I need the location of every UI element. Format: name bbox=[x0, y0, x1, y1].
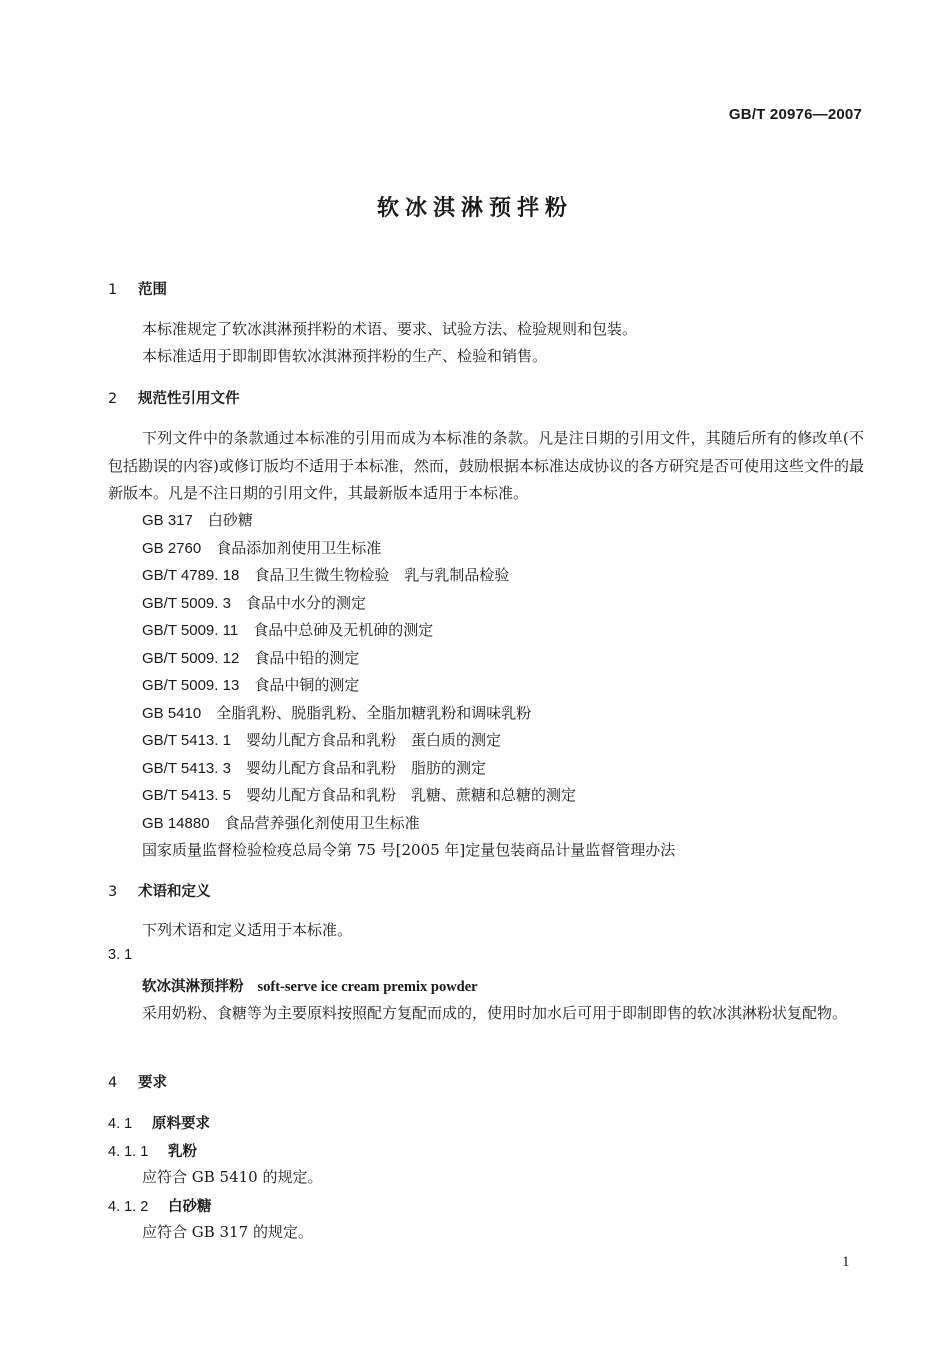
section-title: 范围 bbox=[138, 282, 167, 298]
reference-name: 食品中总砷及无机砷的测定 bbox=[253, 621, 434, 639]
reference-name: 婴幼儿配方食品和乳粉 乳糖、蔗糖和总糖的测定 bbox=[245, 786, 576, 804]
paragraph: 应符合 GB 5410 的规定。 bbox=[142, 1168, 323, 1186]
reference-name: 白砂糖 bbox=[207, 511, 253, 529]
paragraph: 本标准适用于即制即售软冰淇淋预拌粉的生产、检验和销售。 bbox=[142, 347, 548, 365]
subsection-number bbox=[108, 947, 132, 963]
reference-code: GB 14880 bbox=[142, 815, 210, 832]
section-number: 1 bbox=[108, 282, 118, 298]
reference-code: GB/T 5413. 1 bbox=[142, 732, 231, 749]
subsection-4-1-1 bbox=[108, 1140, 197, 1161]
reference-decree: 国家质量监督检验检疫总局令第 75 号[2005 年]定量包装商品计量监督管理办法 bbox=[142, 841, 676, 859]
reference-code: GB/T 5009. 13 bbox=[142, 677, 240, 694]
section-title: 术语和定义 bbox=[138, 884, 211, 900]
reference-name: 婴幼儿配方食品和乳粉 蛋白质的测定 bbox=[245, 731, 501, 749]
reference-name: 食品卫生微生物检验 乳与乳制品检验 bbox=[254, 566, 510, 584]
reference-code: GB 2760 bbox=[142, 540, 202, 557]
reference-code: GB/T 5009. 11 bbox=[142, 622, 239, 639]
reference-code: GB/T 5413. 3 bbox=[142, 760, 231, 777]
section-number: 2 bbox=[108, 391, 118, 407]
reference-item bbox=[142, 592, 366, 613]
subsection-title: 乳粉 bbox=[168, 1144, 197, 1160]
section-number: 4 bbox=[108, 1075, 118, 1091]
section-2-intro: 下列文件中的条款通过本标准的引用而成为本标准的条款。凡是注日期的引用文件，其随后所有的修改单(不包括勘误的内容)或修订版均不适用于本标准，然而，鼓励根据本标准达成协议的各方研究是否可使用这些文件的最新版本。凡是不注日期的引用文件，其最新版本适用于本标准。 bbox=[108, 429, 864, 502]
subsection-num: 4. 1. 2 bbox=[108, 1199, 149, 1215]
section-number: 3 bbox=[108, 884, 118, 900]
subsection-num: 3. 1 bbox=[108, 947, 133, 963]
document-title: 软冰淇淋预拌粉 bbox=[376, 196, 573, 221]
section-4-heading bbox=[108, 1071, 167, 1092]
reference-item bbox=[142, 784, 576, 805]
section-title: 规范性引用文件 bbox=[138, 391, 240, 407]
page-number: 1 bbox=[842, 1254, 850, 1270]
reference-code: GB/T 5413. 5 bbox=[142, 787, 231, 804]
paragraph: 应符合 GB 317 的规定。 bbox=[142, 1223, 313, 1241]
subsection-4-1 bbox=[108, 1112, 210, 1133]
reference-name: 食品中铅的测定 bbox=[254, 649, 360, 667]
reference-name: 食品中水分的测定 bbox=[245, 594, 366, 612]
subsection-title: 白砂糖 bbox=[168, 1199, 212, 1215]
reference-code: GB/T 5009. 3 bbox=[142, 595, 231, 612]
reference-item bbox=[142, 674, 359, 695]
reference-name: 食品中铜的测定 bbox=[254, 676, 360, 694]
subsection-num: 4. 1 bbox=[108, 1116, 133, 1132]
subsection-title: 原料要求 bbox=[152, 1116, 210, 1132]
reference-item bbox=[142, 509, 253, 530]
reference-code: GB/T 5009. 12 bbox=[142, 650, 240, 667]
term-definition: 采用奶粉、食糖等为主要原料按照配方复配而成的，使用时加水后可用于即制即售的软冰淇淋粉状复配物。 bbox=[142, 1004, 848, 1022]
reference-item bbox=[142, 537, 381, 558]
subsection-num: 4. 1. 1 bbox=[108, 1144, 149, 1160]
reference-name: 婴幼儿配方食品和乳粉 脂肪的测定 bbox=[245, 759, 486, 777]
reference-item bbox=[142, 647, 359, 668]
paragraph: 本标准规定了软冰淇淋预拌粉的术语、要求、试验方法、检验规则和包装。 bbox=[142, 320, 638, 338]
reference-item bbox=[142, 757, 486, 778]
section-1-heading bbox=[108, 278, 167, 299]
paragraph: 下列术语和定义适用于本标准。 bbox=[142, 921, 353, 939]
reference-code: GB 317 bbox=[142, 512, 193, 529]
term-entry bbox=[142, 975, 478, 996]
reference-item bbox=[142, 729, 501, 750]
reference-name: 食品营养强化剂使用卫生标准 bbox=[224, 814, 420, 832]
reference-item bbox=[142, 619, 433, 640]
term-chinese: 软冰淇淋预拌粉 bbox=[142, 979, 244, 995]
reference-code: GB/T 4789. 18 bbox=[142, 567, 240, 584]
reference-item bbox=[142, 702, 531, 723]
reference-item bbox=[142, 812, 420, 833]
section-title: 要求 bbox=[138, 1075, 167, 1091]
subsection-4-1-2 bbox=[108, 1195, 212, 1216]
reference-name: 食品添加剂使用卫生标准 bbox=[216, 539, 382, 557]
reference-item bbox=[142, 564, 509, 585]
section-2-heading bbox=[108, 387, 240, 408]
section-3-heading bbox=[108, 880, 211, 901]
reference-name: 全脂乳粉、脱脂乳粉、全脂加糖乳粉和调味乳粉 bbox=[216, 704, 532, 722]
standard-code: GB/T 20976—2007 bbox=[728, 106, 862, 123]
term-english: soft-serve ice cream premix powder bbox=[257, 979, 478, 995]
reference-code: GB 5410 bbox=[142, 705, 202, 722]
